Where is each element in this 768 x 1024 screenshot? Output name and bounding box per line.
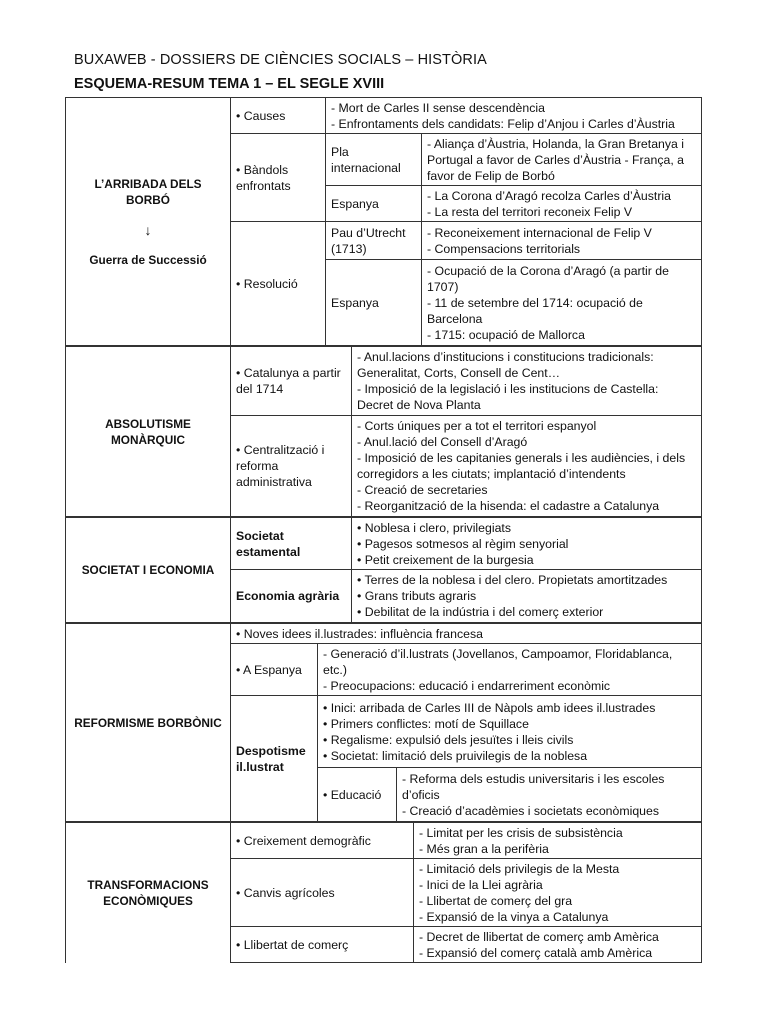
list-item: - Anul.lació del Consell d’Aragó (357, 435, 528, 449)
section-transformacions (65, 822, 702, 963)
espanya-label: • A Espanya (231, 644, 318, 696)
section-absolutisme (65, 346, 702, 517)
section-title: SOCIETAT I ECONOMIA (66, 518, 231, 623)
utrecht-label: Pau d’Utrecht (1713) (326, 222, 422, 260)
agraria-label: Economia agrària (231, 570, 352, 623)
list-item: - 1715: ocupació de Mallorca (427, 327, 585, 342)
list-item: - La resta del territori reconeix Felip V (427, 204, 633, 219)
list-item: - Decret de llibertat de comerç amb Amèrica (419, 929, 659, 944)
list-item: - Creació de secretaries (357, 483, 488, 497)
list-item: - Expansió de la vinya a Catalunya (419, 909, 609, 924)
estamental-content (352, 518, 702, 570)
document-header-line1: BUXAWEB - DOSSIERS DE CIÈNCIES SOCIALS – HISTÒRIA (74, 52, 487, 68)
list-item: - Imposició de la legislació i les institucions de Castella: Decret de Nova Planta (357, 382, 659, 412)
educacio-content (397, 768, 702, 822)
educacio-label: • Educació (318, 768, 397, 822)
section-title: TRANSFORMACIONS ECONÒMIQUES (66, 823, 231, 963)
list-item: • Societat: limitació dels pruivilegis de la noblesa (323, 748, 588, 763)
list-item: • Pagesos sotmesos al règim senyorial (357, 536, 569, 551)
section-title: ABSOLUTISME MONÀRQUIC (66, 347, 231, 517)
section-societat-economia (65, 517, 702, 623)
estamental-label: Societat estamental (231, 518, 352, 570)
list-item: - Anul.lacions d’institucions i constitucions tradicionals: Generalitat, Corts, Consell de Cent… (357, 350, 654, 380)
list-item: - Expansió del comerç català amb Amèrica (419, 945, 653, 960)
section-title: REFORMISME BORBÒNIC (66, 624, 231, 822)
pla-internacional-content (422, 134, 702, 186)
causes-content (326, 98, 702, 134)
list-item: • Debilitat de la indústria i del comerç exterior (357, 605, 604, 619)
espanya-content (318, 644, 702, 696)
section-title-cell (66, 98, 231, 346)
pla-internacional-label: Pla internacional (326, 134, 422, 186)
agraria-content (352, 570, 702, 623)
list-item: • Primers conflictes: motí de Squillace (323, 716, 529, 731)
comerc-label: • Llibertat de comerç (231, 927, 414, 963)
demografic-label: • Creixement demogràfic (231, 823, 414, 859)
utrecht-content (422, 222, 702, 260)
resolucio-espanya-content (422, 260, 702, 346)
espanya-content (422, 186, 702, 222)
list-item: - Reconeixement internacional de Felip V (427, 225, 652, 240)
section-subtitle: Guerra de Successió (89, 252, 207, 267)
list-item: - 11 de setembre del 1714: ocupació de Barcelona (427, 295, 643, 326)
noves-idees: • Noves idees il.lustrades: influència francesa (231, 624, 702, 644)
list-item: - Compensacions territorials (427, 241, 581, 256)
list-item: - La Corona d’Aragó recolza Carles d’Àustria (427, 188, 672, 203)
list-item: - Imposició de les capitanies generals i les audiències, i dels corregidors a les ciutats; implantació d’intendents (357, 451, 686, 481)
list-item: - Reforma dels estudis universitaris i les escoles d’oficis (402, 771, 665, 802)
agricoles-content (414, 859, 702, 927)
list-item: - Limitat per les crisis de subsistència (419, 825, 623, 840)
down-arrow-icon: ↓ (144, 221, 152, 238)
centralitzacio-content (352, 416, 702, 517)
causes-label: • Causes (231, 98, 326, 134)
demografic-content (414, 823, 702, 859)
list-item: • Noblesa i clero, privilegiats (357, 520, 511, 535)
section-title: L’ARRIBADA DELS BORBÓ (94, 176, 202, 207)
list-item: - Corts úniques per a tot el territori espanyol (357, 419, 597, 433)
espanya-label: Espanya (326, 186, 422, 222)
list-item: - Limitació dels privilegis de la Mesta (419, 861, 620, 876)
comerc-content (414, 927, 702, 963)
list-item: • Grans tributs agraris (357, 589, 477, 603)
bandols-label: • Bàndols enfrontats (231, 134, 326, 222)
despotisme-label: Despotisme il.lustrat (231, 696, 318, 822)
list-item: - Aliança d’Àustria, Holanda, la Gran Bretanya i Portugal a favor de Carles d’Àustria - França, a favor de Felip de Borbó (427, 136, 685, 183)
list-item: - Generació d’il.lustrats (Jovellanos, Campoamor, Floridablanca, etc.) (323, 646, 673, 677)
section-reformisme (65, 623, 702, 822)
list-item: - Creació d’acadèmies i societats econòmiques (402, 803, 659, 818)
list-item: • Regalisme: expulsió dels jesuïtes i lleis civils (323, 732, 574, 747)
catalunya-label: • Catalunya a partir del 1714 (231, 347, 352, 416)
section-arribada-borbo (65, 97, 702, 346)
list-item: • Terres de la noblesa i del clero. Propietats amortitzades (357, 573, 668, 587)
list-item: - Inici de la Llei agrària (419, 877, 543, 892)
agricoles-label: • Canvis agrícoles (231, 859, 414, 927)
centralitzacio-label: • Centralització i reforma administrativa (231, 416, 352, 517)
resolucio-espanya-label: Espanya (326, 260, 422, 346)
despotisme-content (318, 696, 702, 768)
resolucio-label: • Resolució (231, 222, 326, 346)
list-item: - Ocupació de la Corona d’Aragó (a partir de 1707) (427, 263, 669, 294)
list-item: - Més gran a la perifèria (419, 841, 549, 856)
list-item: - Llibertat de comerç del gra (419, 893, 573, 908)
list-item: - Preocupacions: educació i endarreriment econòmic (323, 678, 611, 693)
list-item: • Petit creixement de la burgesia (357, 552, 534, 567)
document-header-line2: ESQUEMA-RESUM TEMA 1 – EL SEGLE XVIII (74, 76, 385, 92)
list-item: - Mort de Carles II sense descendència (331, 100, 545, 115)
list-item: • Inici: arribada de Carles III de Nàpols amb idees il.lustrades (323, 700, 656, 715)
list-item: - Enfrontaments dels candidats: Felip d’Anjou i Carles d’Àustria (331, 116, 675, 131)
catalunya-content (352, 347, 702, 416)
list-item: - Reorganització de la hisenda: el cadastre a Catalunya (357, 499, 660, 513)
